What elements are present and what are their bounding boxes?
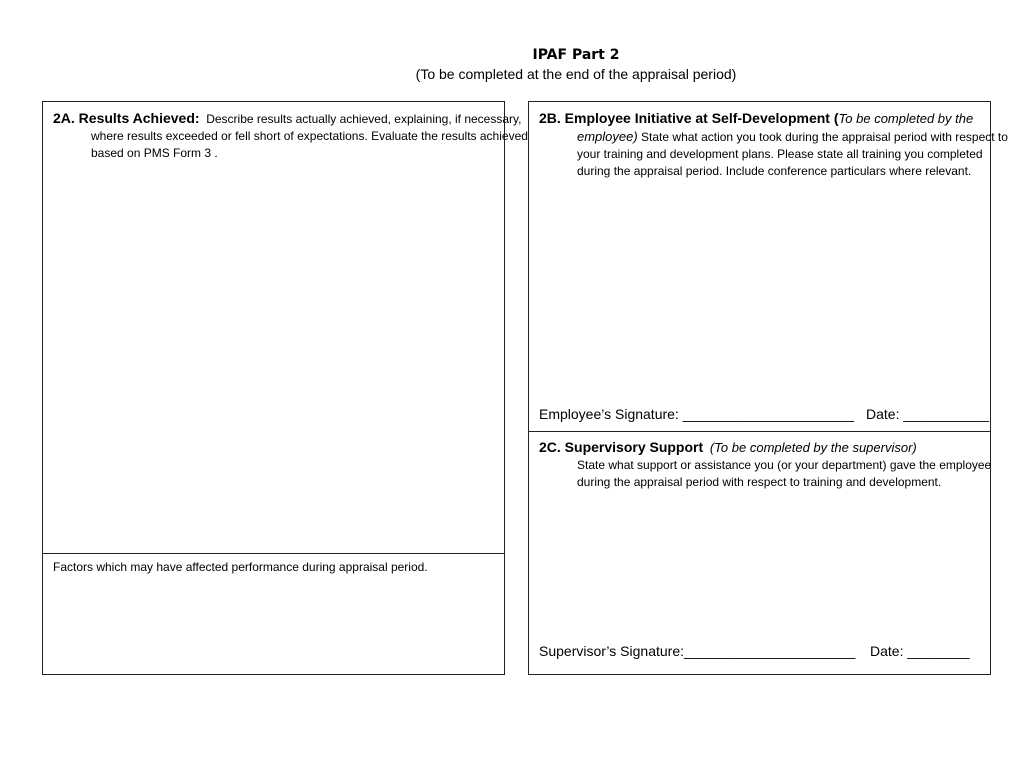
employee-signature-field[interactable]: Employee’s Signature: ______________________	[539, 406, 855, 422]
supervisor-date-field[interactable]: Date: ________	[870, 643, 970, 659]
factors-label: Factors which may have affected performance during appraisal period.	[53, 560, 428, 574]
section-2a-text	[53, 110, 531, 162]
results-achieved-box[interactable]	[42, 101, 528, 675]
section-2c-heading-open: (	[709, 440, 715, 455]
section-2b-text	[539, 110, 1017, 180]
section-2c-text	[539, 439, 1017, 491]
supervisor-signature-field[interactable]: Supervisor’s Signature:______________________	[539, 643, 856, 659]
section-2a-description: Describe results actually achieved, explaining, if necessary, where results exceeded or fell short of expectations. Evaluate the results achieved based on PMS Form 3 .	[91, 112, 528, 160]
section-2a-heading: 2A. Results Achieved:	[53, 110, 200, 126]
page-title: IPAF Part 2	[532, 47, 620, 63]
page-header	[0, 46, 1024, 83]
employee-date-field[interactable]: Date: ___________	[866, 406, 989, 422]
section-2c-description: State what support or assistance you (or your department) gave the employee during the appraisal period with respect to training and development.	[577, 458, 992, 489]
page-subtitle: (To be completed at the end of the appraisal period)	[415, 66, 737, 82]
section-2b-description: State what action you took during the appraisal period with respect to your training and development plans. Please state all training you completed during the appraisal period. Include conference particulars where relevant.	[577, 130, 1008, 178]
self-development-box[interactable]	[528, 101, 1008, 675]
section-2c-heading: 2C. Supervisory Support	[539, 439, 704, 455]
divider-line	[43, 553, 504, 554]
divider-line	[529, 431, 990, 432]
section-2c-heading-italic: To be completed by the supervisor)	[714, 440, 917, 455]
section-2b-heading: 2B. Employee Initiative at Self-Development (	[539, 110, 839, 126]
section-2b-heading-italic: To be completed by the employee)	[577, 111, 974, 144]
